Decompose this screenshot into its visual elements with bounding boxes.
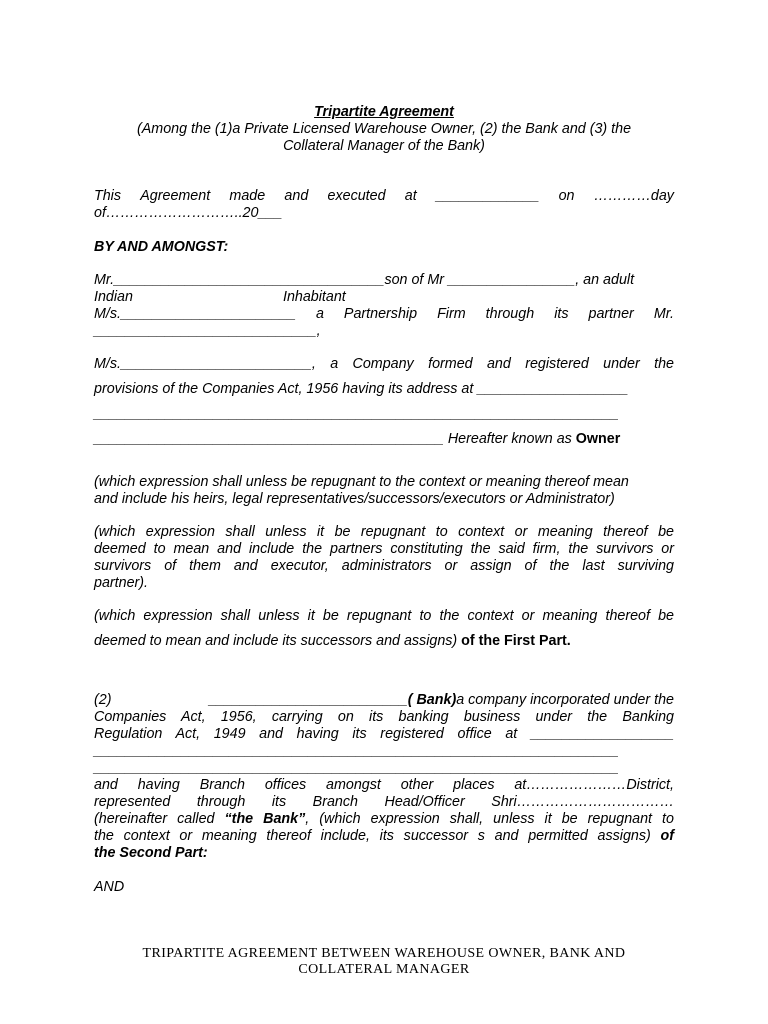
mr-line: Mr.__________________________________son of Mr ________________, an adult <box>94 272 635 288</box>
intro-word: executed <box>327 188 386 204</box>
first-part-label: of the First Part. <box>461 633 571 649</box>
hereafter-line <box>94 431 674 448</box>
the-bank-label: “the Bank” <box>224 811 306 827</box>
provisions-line: provisions of the Companies Act, 1956 having its address at ___________________ <box>94 381 629 397</box>
clause-one-line-1: (which expression shall unless be repugnant to the context or meaning thereof mean <box>94 474 629 490</box>
bank-line-6: and having Branch offices amongst other places at…………………District, <box>94 777 674 793</box>
intro-word: on <box>558 188 575 204</box>
intro-word: made <box>229 188 266 204</box>
word: through <box>485 306 535 322</box>
word: partner <box>588 306 634 322</box>
clause-one-line-2: and include his heirs, legal representatives/successors/executors or Administrator) <box>94 491 615 507</box>
party-one-block <box>94 272 674 340</box>
and-word: AND <box>94 879 125 895</box>
word: registered <box>525 356 589 372</box>
intro-word: This <box>94 188 122 204</box>
partner-blank-line: ____________________________, <box>94 323 321 339</box>
party-two-block <box>94 692 674 896</box>
clause-two-line-3: survivors of them and executor, administrators or assign of the last surviving <box>94 558 674 574</box>
clause-three-line-2 <box>94 633 674 650</box>
day-blank: …………day <box>593 188 674 204</box>
bank-line-7: represented through its Branch Head/Officer Shri…………………………… <box>94 794 674 810</box>
agreement-title: Tripartite Agreement <box>314 104 454 120</box>
clause-two-line-2: deemed to mean and include the partners constituting the said firm, the survivors or <box>94 541 674 557</box>
word: under <box>603 356 640 372</box>
clause-three <box>94 608 674 650</box>
bank-line-9 <box>94 828 674 845</box>
agreement-subtitle-line-2: Collateral Manager of the Bank) <box>283 138 485 154</box>
bank-line-8 <box>94 811 674 828</box>
bank-line-9-text: the context or meaning thereof include, its successor s and permitted assigns) <box>94 828 661 844</box>
intro-word: Agreement <box>140 188 211 204</box>
clause-two <box>94 524 674 592</box>
bank-line-1 <box>94 692 674 709</box>
agreement-subtitle-line-1: (Among the (1)a Private Licensed Warehouse Owner, (2) the Bank and (3) the <box>136 121 632 137</box>
company-line <box>94 356 674 373</box>
company-blank: M/s.________________________, <box>94 356 316 372</box>
word: Firm <box>437 306 466 322</box>
company-block <box>94 356 674 448</box>
footer-line-1: TRIPARTITE AGREEMENT BETWEEN WAREHOUSE OWNER, BANK AND <box>142 946 626 961</box>
party-number: (2) <box>94 692 112 708</box>
indian-inhabitant-line <box>94 289 674 306</box>
bank-blank-line-2: __________________________________________________________________ <box>94 760 619 776</box>
word: Company <box>352 356 414 372</box>
word: Mr. <box>653 306 674 322</box>
address-blank-line: __________________________________________________________________ <box>94 406 619 422</box>
word: a <box>330 356 339 372</box>
bank-label: ( Bank) <box>407 692 457 708</box>
word: its <box>554 306 569 322</box>
partnership-blank: M/s.______________________ <box>94 306 296 322</box>
word: formed <box>428 356 473 372</box>
word: a <box>315 306 324 322</box>
hereafter-text: ____________________________________________ Hereafter known as <box>94 431 576 447</box>
by-and-amongst-heading: BY AND AMONGST: <box>94 239 229 255</box>
clause-three-text: deemed to mean and include its successors and assigns) <box>94 633 462 649</box>
intro-word: and <box>284 188 309 204</box>
second-part-label: the Second Part: <box>94 845 208 861</box>
intro-word: at <box>404 188 417 204</box>
page-footer <box>94 946 674 978</box>
hereinafter-text: (hereinafter called <box>94 811 225 827</box>
partnership-line <box>94 306 674 323</box>
bank-line-1-rest: a company incorporated under the <box>456 692 674 708</box>
place-blank: _____________ <box>435 188 540 204</box>
bank-name-blank: _________________________ <box>208 692 408 708</box>
clause-one <box>94 474 674 508</box>
bank-line-8-rest: , (which expression shall, unless it be repugnant to <box>305 811 674 827</box>
bank-name-group <box>209 692 674 709</box>
word: the <box>654 356 674 372</box>
intro-line-2: of………………………..20___ <box>94 205 283 221</box>
intro-line-1 <box>94 188 674 205</box>
of-word: of <box>660 828 674 844</box>
word: Partnership <box>343 306 418 322</box>
owner-label: Owner <box>575 431 621 447</box>
inhabitant-word: Inhabitant <box>282 289 346 305</box>
bank-line-2: Companies Act, 1956, carrying on its banking business under the Banking <box>94 709 674 725</box>
intro-paragraph <box>94 188 674 222</box>
agreement-header <box>94 104 674 155</box>
footer-line-2: COLLATERAL MANAGER <box>298 962 470 977</box>
word: and <box>486 356 511 372</box>
clause-two-line-4: partner). <box>94 575 149 591</box>
clause-two-line-1: (which expression shall unless it be repugnant to context or meaning thereof be <box>94 524 674 540</box>
bank-blank-line-1: __________________________________________________________________ <box>94 743 619 759</box>
clause-three-line-1: (which expression shall unless it be repugnant to the context or meaning thereof be <box>94 608 674 624</box>
indian-word: Indian <box>94 289 133 305</box>
bank-line-3: Regulation Act, 1949 and having its registered office at __________________ <box>94 726 674 742</box>
